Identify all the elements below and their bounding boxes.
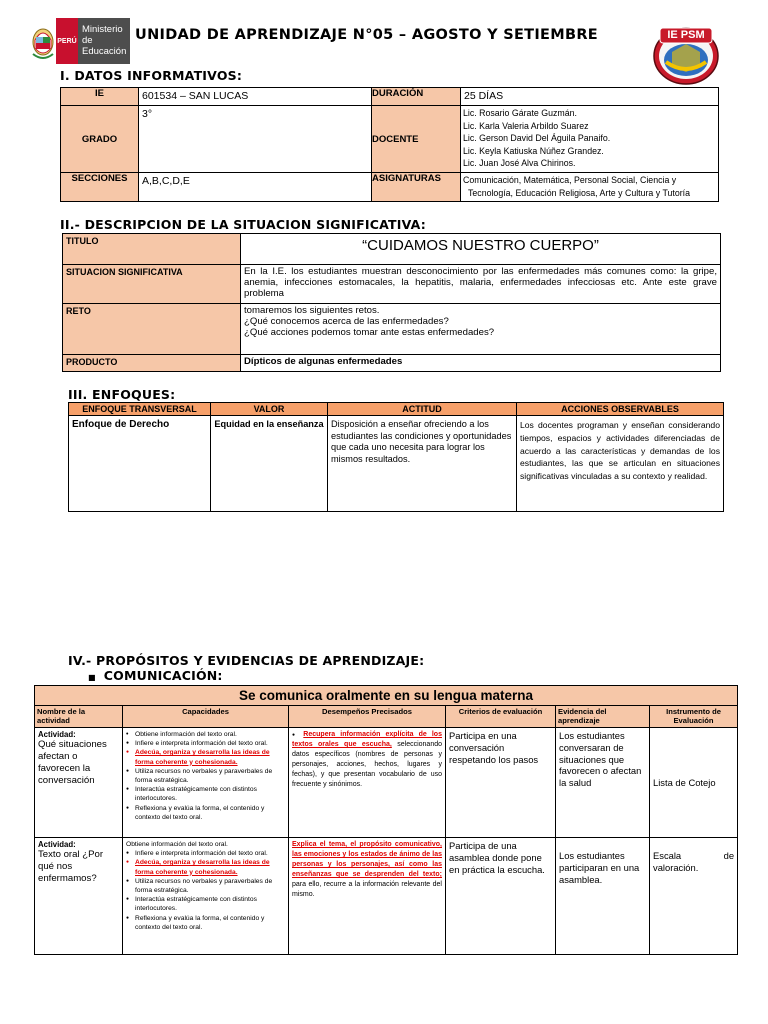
- capacidad-item: ● Interactúa estratégicamente con distintos interlocutores.: [126, 895, 285, 913]
- evidencia-cell: Los estudiantes participaran en una asamblea.: [556, 838, 650, 955]
- capacidades-list: [126, 730, 285, 822]
- producto-value: Dípticos de algunas enfermedades: [241, 355, 721, 372]
- capacidad-item: ● Utiliza recursos no verbales y paraverbales de forma estratégica.: [126, 877, 285, 895]
- table-row: [35, 728, 738, 838]
- section2-title: II.- DESCRIPCION DE LA SITUACION SIGNIFICATIVA:: [60, 217, 426, 232]
- asignaturas-line1: Comunicación, Matemática, Personal Social, Ciencia y: [463, 175, 677, 185]
- evidencia-cell: Los estudiantes conversaran de situaciones que favorecen o afectan la salud: [556, 728, 650, 838]
- capacidad-item: ● Utiliza recursos no verbales y paraverbales de forma estratégica.: [126, 767, 285, 785]
- ministry-line2: de Educación: [82, 35, 127, 57]
- enfoque-header: ENFOQUE TRANSVERSAL: [69, 403, 211, 416]
- asignaturas-line2: Tecnología, Educación Religiosa, Arte y Cultura y Tutoría: [468, 187, 690, 198]
- col-evidencia-header: Evidencia del aprendizaje: [556, 706, 650, 728]
- capacidad-item: ● Adecúa, organiza y desarrolla las ideas de forma coherente y cohesionada.: [126, 748, 285, 766]
- desempeno-text: seleccionando datos específicos (nombres de personas y personajes, acciones, hechos, lugares y fechas), y que presentan vocabulario de uso frecuente y sinónimos.: [292, 741, 442, 788]
- docentes-list: [461, 106, 719, 173]
- capacidad-item: ● Interactúa estratégicamente con distintos interlocutores.: [126, 785, 285, 803]
- acciones-header: ACCIONES OBSERVABLES: [517, 403, 724, 416]
- propositos-table: [34, 685, 738, 955]
- col-instrumento-header: Instrumento de Evaluación: [650, 706, 738, 728]
- reto-line1: tomaremos los siguientes retos.: [244, 305, 380, 316]
- instrumento-cell: Escala de valoración.: [650, 838, 738, 955]
- instrumento-cell: Lista de Cotejo: [650, 728, 738, 838]
- capacidad-item: ● Adecúa, organiza y desarrolla las ideas de forma coherente y cohesionada.: [126, 858, 285, 876]
- datos-informativos-table: [60, 87, 719, 202]
- desempeno-cell: [289, 838, 446, 955]
- asignaturas-label: ASIGNATURAS: [372, 173, 461, 202]
- actitud-header: ACTITUD: [328, 403, 517, 416]
- reto-label: RETO: [63, 304, 241, 355]
- ministry-line1: Ministerio: [82, 24, 123, 35]
- acciones-value: Los docentes programan y enseñan considerando tiempos, espacios y actividades diferenciadas de acuerdo a las características y demandas de los estudiantes, las que se articulan en situaciones significativas vinculadas a su contexto y realidad.: [517, 416, 724, 512]
- reto-line2: ¿Qué conocemos acerca de las enfermedades?: [244, 316, 449, 328]
- col-capacidades-header: Capacidades: [123, 706, 289, 728]
- asignaturas-value: [461, 173, 719, 202]
- desempeno-highlight: Recupera información explícita de los textos orales que escucha,: [292, 731, 442, 748]
- valor-value: Equidad en la enseñanza: [211, 416, 328, 512]
- section4-subtitle: [88, 668, 223, 683]
- col-criterios-header: Criterios de evaluación: [446, 706, 556, 728]
- capacidad-item: Obtiene información del texto oral.: [126, 841, 228, 848]
- capacidad-item: ● Reflexiona y evalúa la forma, el contenido y contexto del texto oral.: [126, 914, 285, 932]
- desempeno-highlight: Explica el tema, el propósito comunicativo, las emociones y los estados de ánimo de las personas y los personajes, así como las enseñanzas que se desprenden del texto;: [292, 841, 442, 878]
- actitud-value: Disposición a enseñar ofreciendo a los estudiantes las condiciones y oportunidades que cada uno necesita para lograr los mismos resultados.: [328, 416, 517, 512]
- actividad-cell: [35, 728, 123, 838]
- table-row: [35, 838, 738, 955]
- docente-label: DOCENTE: [372, 106, 461, 173]
- capacidad-item: ● Reflexiona y evalúa la forma, el contenido y contexto del texto oral.: [126, 804, 285, 822]
- docente-item: Lic. Juan José Alva Chirinos.: [463, 158, 576, 169]
- capacidades-cell: [123, 728, 289, 838]
- docente-item: Lic. Karla Valeria Arbildo Suarez: [463, 120, 589, 131]
- ministry-name: [78, 18, 130, 64]
- ie-label: IE: [61, 88, 139, 106]
- enfoque-value: Enfoque de Derecho: [69, 416, 211, 512]
- situacion-significativa-table: [62, 233, 721, 372]
- capacidad-item: ● Infiere e interpreta información del texto oral.: [126, 739, 285, 748]
- peru-label: PERÚ: [56, 18, 78, 64]
- duracion-label: DURACIÓN: [372, 88, 461, 106]
- reto-line3: ¿Qué acciones podemos tomar ante estas enfermedades?: [244, 327, 495, 339]
- desempeno-text: para ello, recurre a la información relevante del mismo.: [292, 881, 442, 898]
- competencia-header: Se comunica oralmente en su lengua materna: [35, 686, 738, 706]
- section1-title: I. DATOS INFORMATIVOS:: [60, 68, 243, 83]
- duracion-value: 25 DÍAS: [461, 88, 719, 106]
- criterio-cell: Participa en una conversación respetando los pasos: [446, 728, 556, 838]
- titulo-label: TITULO: [63, 234, 241, 265]
- grado-value: 3°: [139, 106, 372, 173]
- coat-of-arms-icon: [30, 18, 56, 64]
- section3-title: III. ENFOQUES:: [68, 387, 176, 402]
- secciones-value: A,B,C,D,E: [139, 173, 372, 202]
- capacidad-item: • Obtiene información del texto oral.: [126, 730, 285, 739]
- actividad-label: Actividad:: [38, 840, 76, 849]
- ministry-logo: [30, 18, 130, 64]
- situacion-value: En la I.E. los estudiantes muestran desconocimiento por las enfermedades más comunes como: la gripe, anemia, infecciones estomacales, la hepatitis, malaria, enfermedades infecciosas etc. Ante este grave problema: [241, 265, 721, 304]
- capacidades-cell: [123, 838, 289, 955]
- docente-item: Lic. Rosario Gárate Guzmán.: [463, 108, 577, 118]
- producto-label: PRODUCTO: [63, 355, 241, 372]
- docente-item: Lic. Gerson David Del Águila Panaifo.: [463, 133, 611, 144]
- titulo-value: “CUIDAMOS NUESTRO CUERPO”: [241, 234, 721, 265]
- ie-value: 601534 – SAN LUCAS: [139, 88, 372, 106]
- reto-value: [241, 304, 721, 355]
- section4-title: IV.- PROPÓSITOS Y EVIDENCIAS DE APRENDIZAJE:: [68, 653, 425, 668]
- bullet-icon: ●: [292, 732, 299, 738]
- secciones-label: SECCIONES: [61, 173, 139, 202]
- col-actividad-header: Nombre de la actividad: [35, 706, 123, 728]
- bullet-icon: ■: [88, 673, 96, 682]
- actividad-name: Qué situaciones afectan o favorecen la conversación: [38, 739, 107, 786]
- school-logo-text: IE PSM: [667, 29, 705, 41]
- situacion-label: SITUACION SIGNIFICATIVA: [63, 265, 241, 304]
- actividad-label: Actividad:: [38, 730, 76, 739]
- subtitle-text: COMUNICACIÓN:: [103, 668, 223, 683]
- page-title: UNIDAD DE APRENDIZAJE N°05 – AGOSTO Y SETIEMBRE: [135, 27, 599, 43]
- grado-label: GRADO: [61, 106, 139, 173]
- col-desempenos-header: Desempeños Precisados: [289, 706, 446, 728]
- actividad-name: Texto oral ¿Por qué nos enfermamos?: [38, 849, 104, 884]
- criterio-cell: Participa de una asamblea donde pone en práctica la escucha.: [446, 838, 556, 955]
- valor-header: VALOR: [211, 403, 328, 416]
- school-logo: [652, 22, 720, 86]
- actividad-cell: [35, 838, 123, 955]
- docente-item: Lic. Keyla Katiuska Núñez Grandez.: [463, 145, 604, 156]
- desempeno-cell: [289, 728, 446, 838]
- enfoques-table: [68, 402, 724, 512]
- capacidad-item: ● Infiere e interpreta información del texto oral.: [126, 849, 285, 858]
- capacidades-list: [126, 849, 285, 932]
